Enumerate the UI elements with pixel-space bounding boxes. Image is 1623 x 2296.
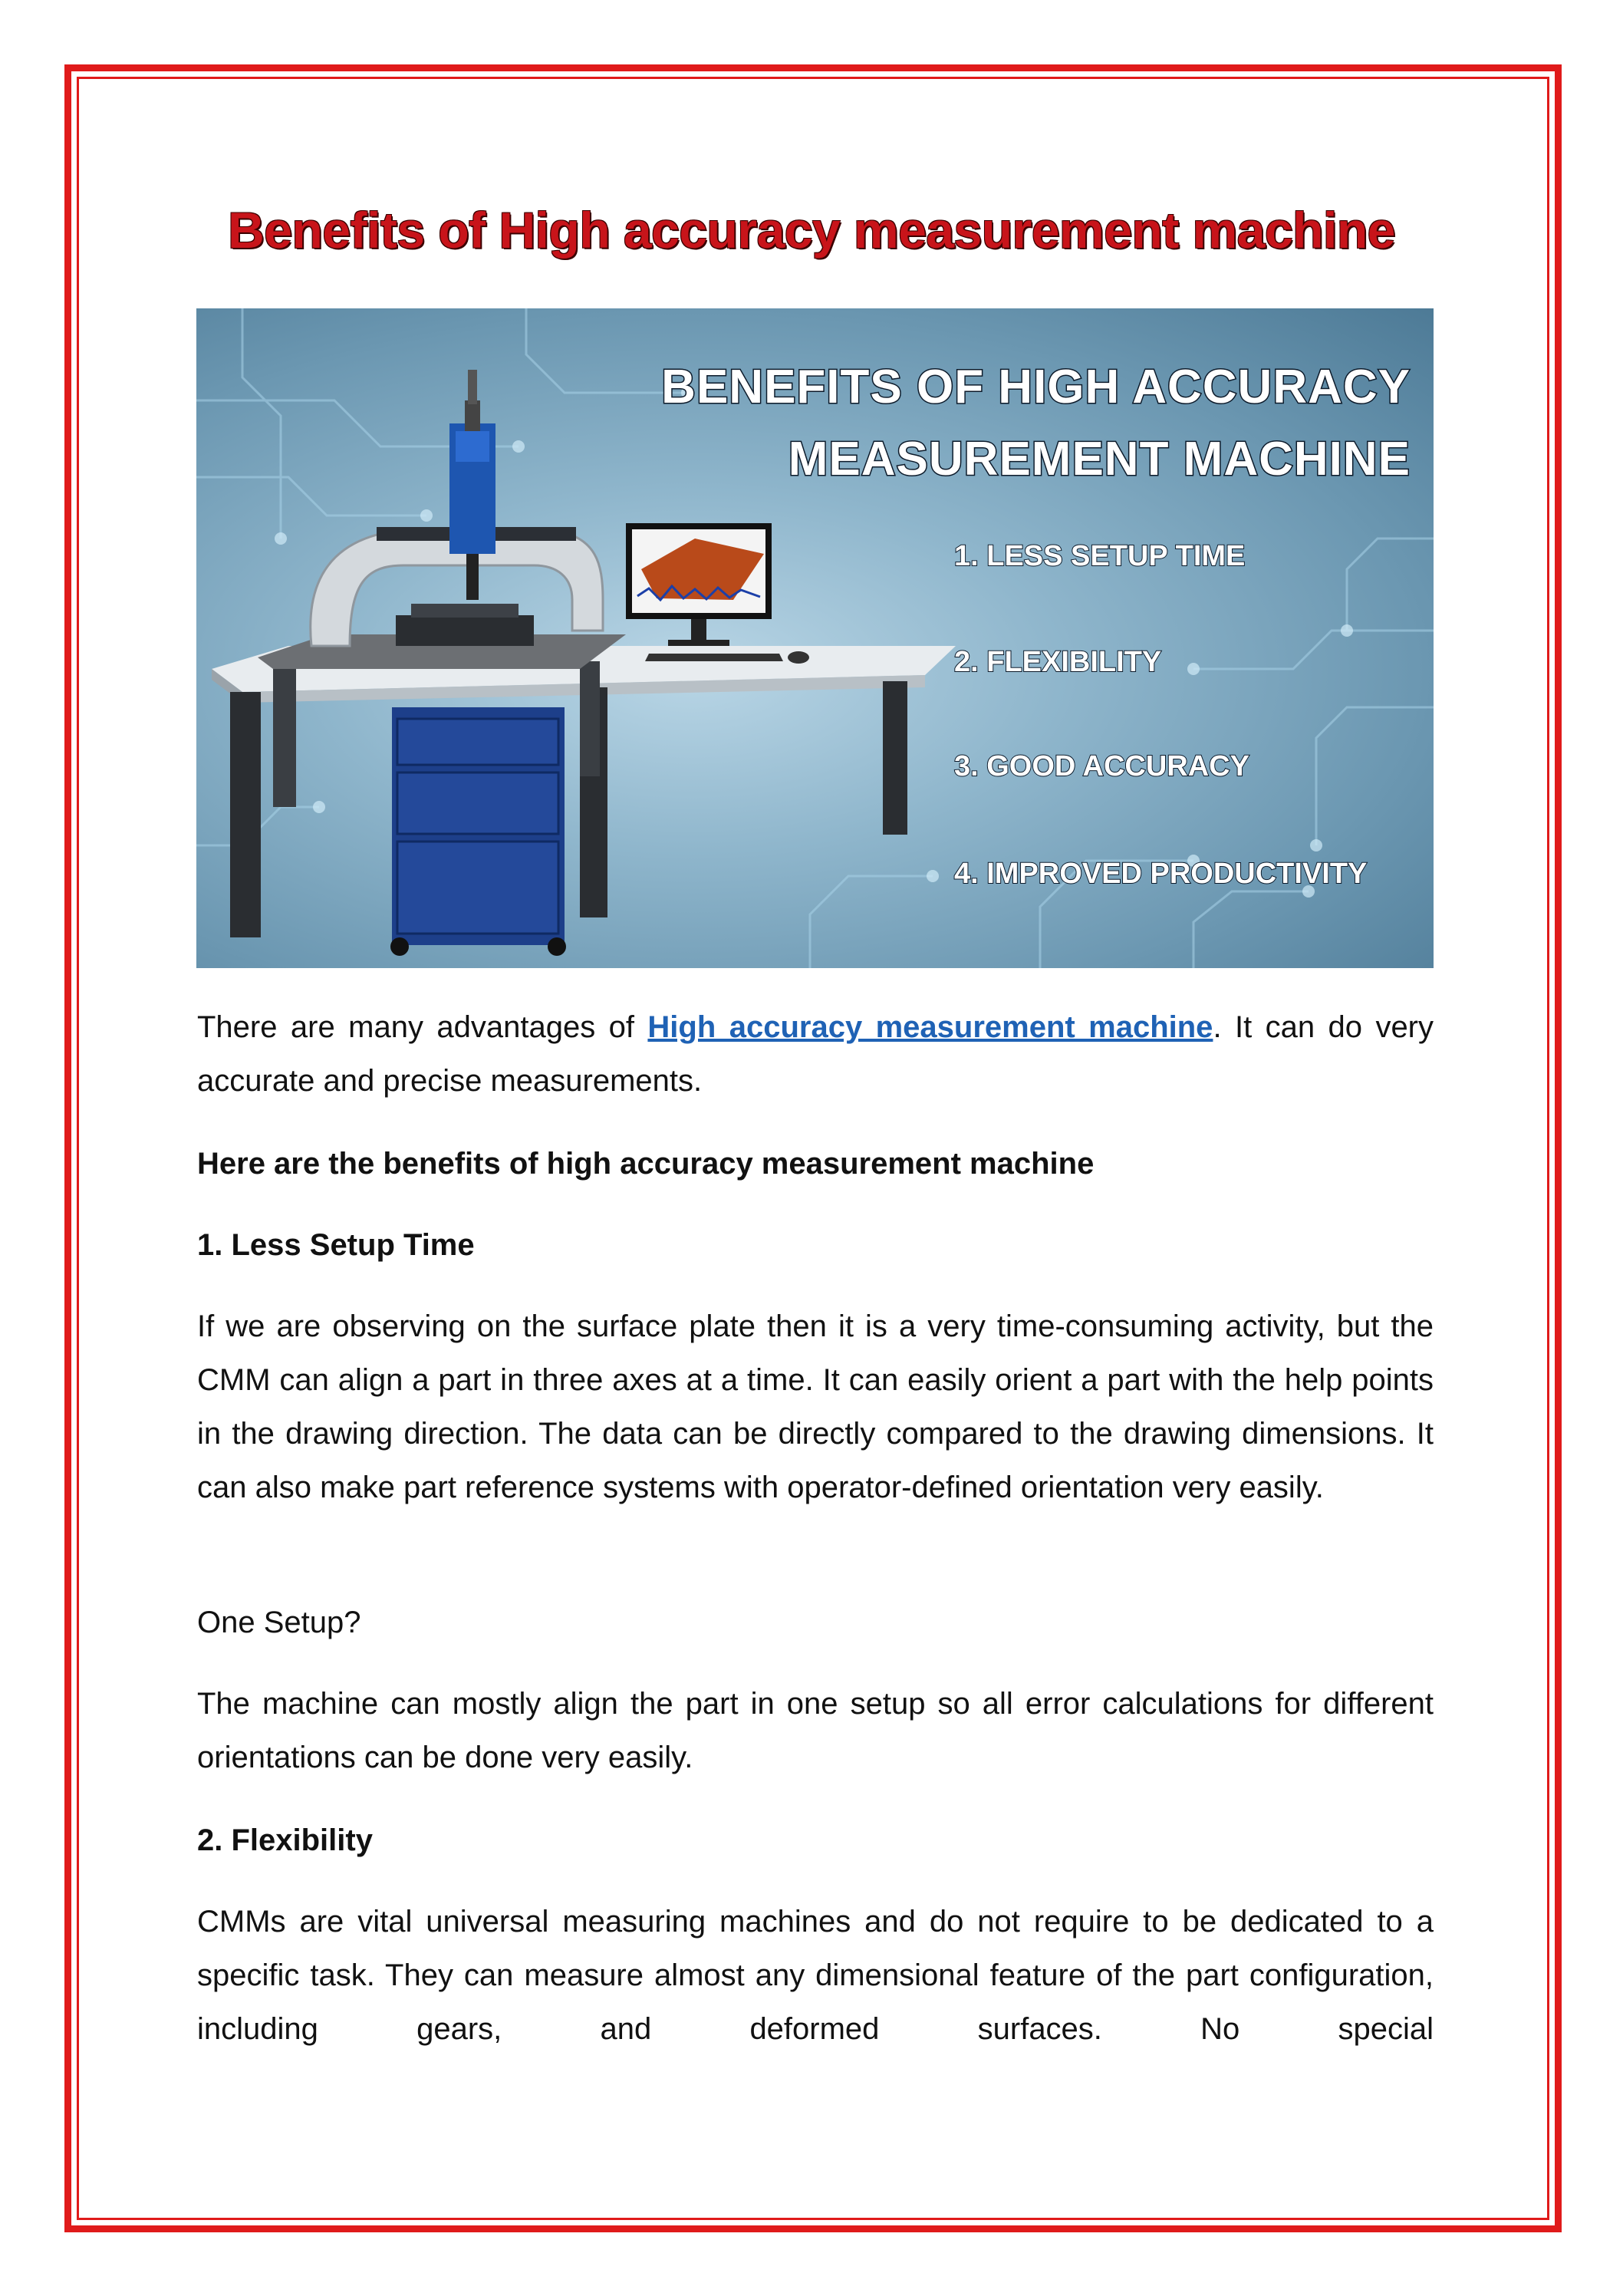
banner-heading-line2: MEASUREMENT MACHINE bbox=[788, 433, 1411, 486]
banner-item-productivity: 4. IMPROVED PRODUCTIVITY bbox=[954, 858, 1368, 890]
intro-text-after: . It can do very accurate and precise measurements. bbox=[197, 1010, 1434, 1098]
section1-paragraph: If we are observing on the surface plate then it is a very time-consuming activity, but the CMM can align a part in three axes at a time. It can easily orient a part with the help points in the drawing direction. The data can be directly compared to the drawing dimensions. It can also make part reference systems with operator-defined orientation very easily. bbox=[197, 1309, 1434, 1504]
section2-heading: 2. Flexibility bbox=[197, 1823, 373, 1857]
intro-paragraph bbox=[197, 1000, 1434, 1108]
benefits-heading: Here are the benefits of high accuracy measurement machine bbox=[197, 1147, 1095, 1181]
section2-paragraph: CMMs are vital universal measuring machines and do not require to be dedicated to a specific task. They can measure almost any dimensional feature of the part configuration, including gears, and deformed surfaces. No special bbox=[197, 1905, 1434, 2046]
banner-item-setup-time: 1. LESS SETUP TIME bbox=[954, 540, 1246, 572]
banner-heading-line1: BENEFITS OF HIGH ACCURACY bbox=[661, 361, 1411, 413]
one-setup-heading: One Setup? bbox=[197, 1606, 361, 1639]
section1-heading: 1. Less Setup Time bbox=[197, 1228, 475, 1262]
banner-image bbox=[196, 308, 1434, 968]
banner-item-accuracy: 3. GOOD ACCURACY bbox=[954, 750, 1249, 782]
page-title: Benefits of High accuracy measurement machine bbox=[228, 202, 1395, 259]
product-link[interactable]: High accuracy measurement machine bbox=[647, 1010, 1213, 1044]
intro-text-before: There are many advantages of bbox=[197, 1010, 648, 1044]
banner-item-flexibility: 2. FLEXIBILITY bbox=[954, 646, 1162, 678]
one-setup-paragraph: The machine can mostly align the part in one setup so all error calculations for different orientations can be done very easily. bbox=[197, 1687, 1434, 1774]
